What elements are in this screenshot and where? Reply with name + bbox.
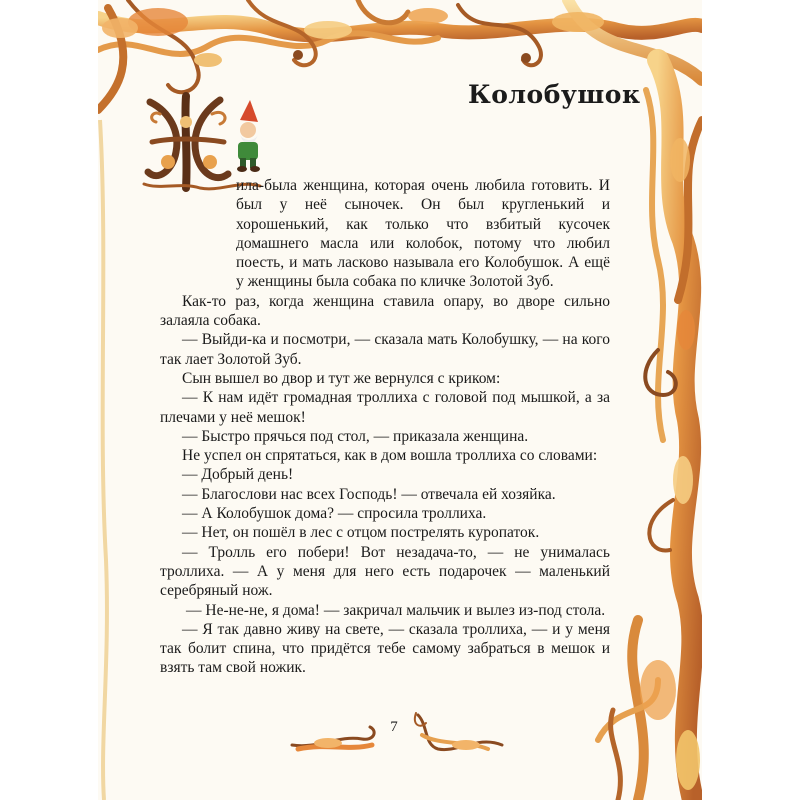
paragraph: — Я так давно живу на свете, — сказала троллиха, — и у меня так болит спина, что придётся тебе самому забраться в мешок и взять там свой ножик.	[160, 620, 610, 677]
book-page	[98, 0, 702, 800]
paragraph: — Тролль его побери! Вот незадача-то, — не унималась троллиха. — А у меня для него есть подарочек — маленький серебряный нож.	[160, 543, 610, 600]
page-number: 7	[390, 719, 398, 735]
paragraph: — Выйди-ка и посмотри, — сказала мать Колобушку, — на кого так лает Золотой Зуб.	[160, 331, 610, 368]
paragraph: — А Колобушок дома? — спросила троллиха.	[182, 505, 487, 523]
paragraph: — К нам идёт громадная троллиха с головой под мышкой, а за плечами у неё мешок!	[160, 389, 610, 426]
paragraph: — Нет, он пошёл в лес с отцом пострелять куропаток.	[182, 524, 540, 542]
paragraph: — Быстро прячься под стол, — приказала женщина.	[182, 427, 529, 445]
paragraph: Не успел он спрятаться, как в дом вошла троллиха со словами:	[182, 447, 598, 465]
paragraph: ила-была женщина, которая очень любила готовить. И был у неё сыночек. Он был кругленький и хорошенький, как только что взбитый кусочек домашнего масла или колобок, потому что любил поесть, и мать ласково называла его Колобушок. А ещё у женщины была собака по кличке Золотой Зуб.	[236, 177, 610, 291]
page-title: Колобушок	[468, 80, 641, 109]
paragraph: Сын вышел во двор и тут же вернулся с криком:	[182, 369, 501, 387]
story-text	[160, 176, 610, 678]
paragraph: — Не-не-не, я дома! — закричал мальчик и вылез из-под стола.	[186, 601, 606, 619]
gnome-hat-icon	[240, 100, 258, 122]
paragraph: — Благослови нас всех Господь! — отвечала ей хозяйка.	[182, 485, 556, 503]
paragraph: Как-то раз, когда женщина ставила опару, во дворе сильно залаяла собака.	[160, 292, 610, 330]
paragraph: — Добрый день!	[182, 466, 294, 484]
